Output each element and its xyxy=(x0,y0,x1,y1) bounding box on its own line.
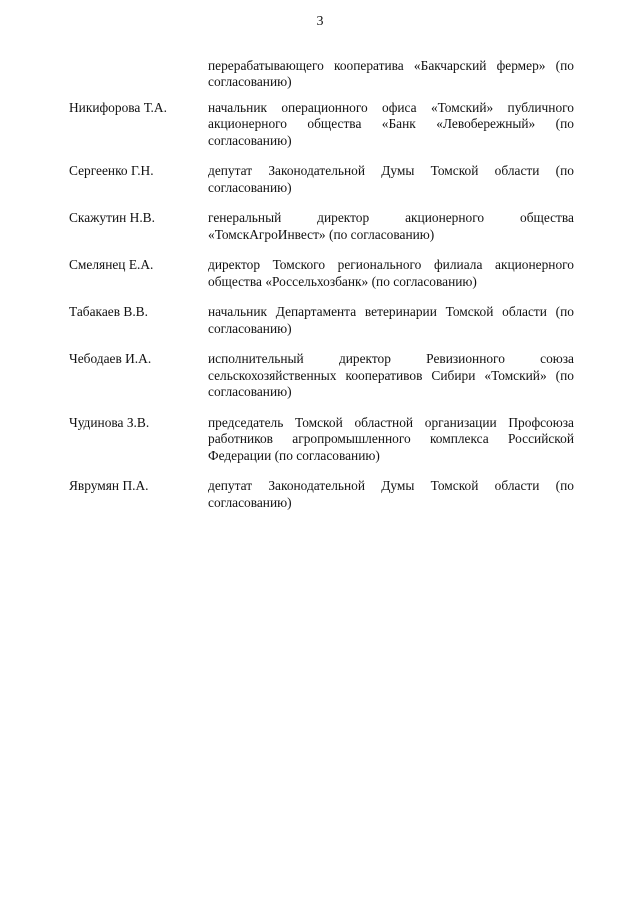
member-name: Смелянец Е.А. xyxy=(69,257,154,273)
member-row xyxy=(69,100,574,149)
continuation-text: перерабатывающего кооператива «Бакчарский фермер» (по согласованию) xyxy=(208,58,574,90)
page-number: 3 xyxy=(316,14,324,29)
member-role: исполнительный директор Ревизионного союза сельскохозяйственных кооперативов Сибири «Томский» (по согласованию) xyxy=(208,351,574,400)
member-row xyxy=(69,163,574,196)
member-name: Сергеенко Г.Н. xyxy=(69,163,154,179)
member-name: Яврумян П.А. xyxy=(69,478,149,494)
member-row xyxy=(69,351,574,400)
member-role: начальник Департамента ветеринарии Томской области (по согласованию) xyxy=(208,304,574,336)
member-role: депутат Законодательной Думы Томской области (по согласованию) xyxy=(208,163,574,195)
member-name: Табакаев В.В. xyxy=(69,304,148,320)
member-name: Скажутин Н.В. xyxy=(69,210,155,226)
member-row xyxy=(69,210,574,243)
member-row xyxy=(69,257,574,290)
member-row xyxy=(69,478,574,511)
member-row xyxy=(69,304,574,337)
member-name: Чебодаев И.А. xyxy=(69,351,152,367)
member-role: директор Томского регионального филиала акционерного общества «Россельхозбанк» (по согласованию) xyxy=(208,257,574,289)
member-name: Никифорова Т.А. xyxy=(69,100,167,115)
member-row xyxy=(69,415,574,464)
member-role: председатель Томской областной организации Профсоюза работников агропромышленного комплекса Российской Федерации (по согласованию) xyxy=(208,414,574,463)
member-role: депутат Законодательной Думы Томской области (по согласованию) xyxy=(208,478,574,510)
member-name: Чудинова З.В. xyxy=(69,414,150,430)
members-list xyxy=(69,100,574,525)
member-role: начальник операционного офиса «Томский» публичного акционерного общества «Банк «Левобережный» (по согласованию) xyxy=(208,100,574,148)
member-role: генеральный директор акционерного общества «ТомскАгроИнвест» (по согласованию) xyxy=(208,210,574,242)
